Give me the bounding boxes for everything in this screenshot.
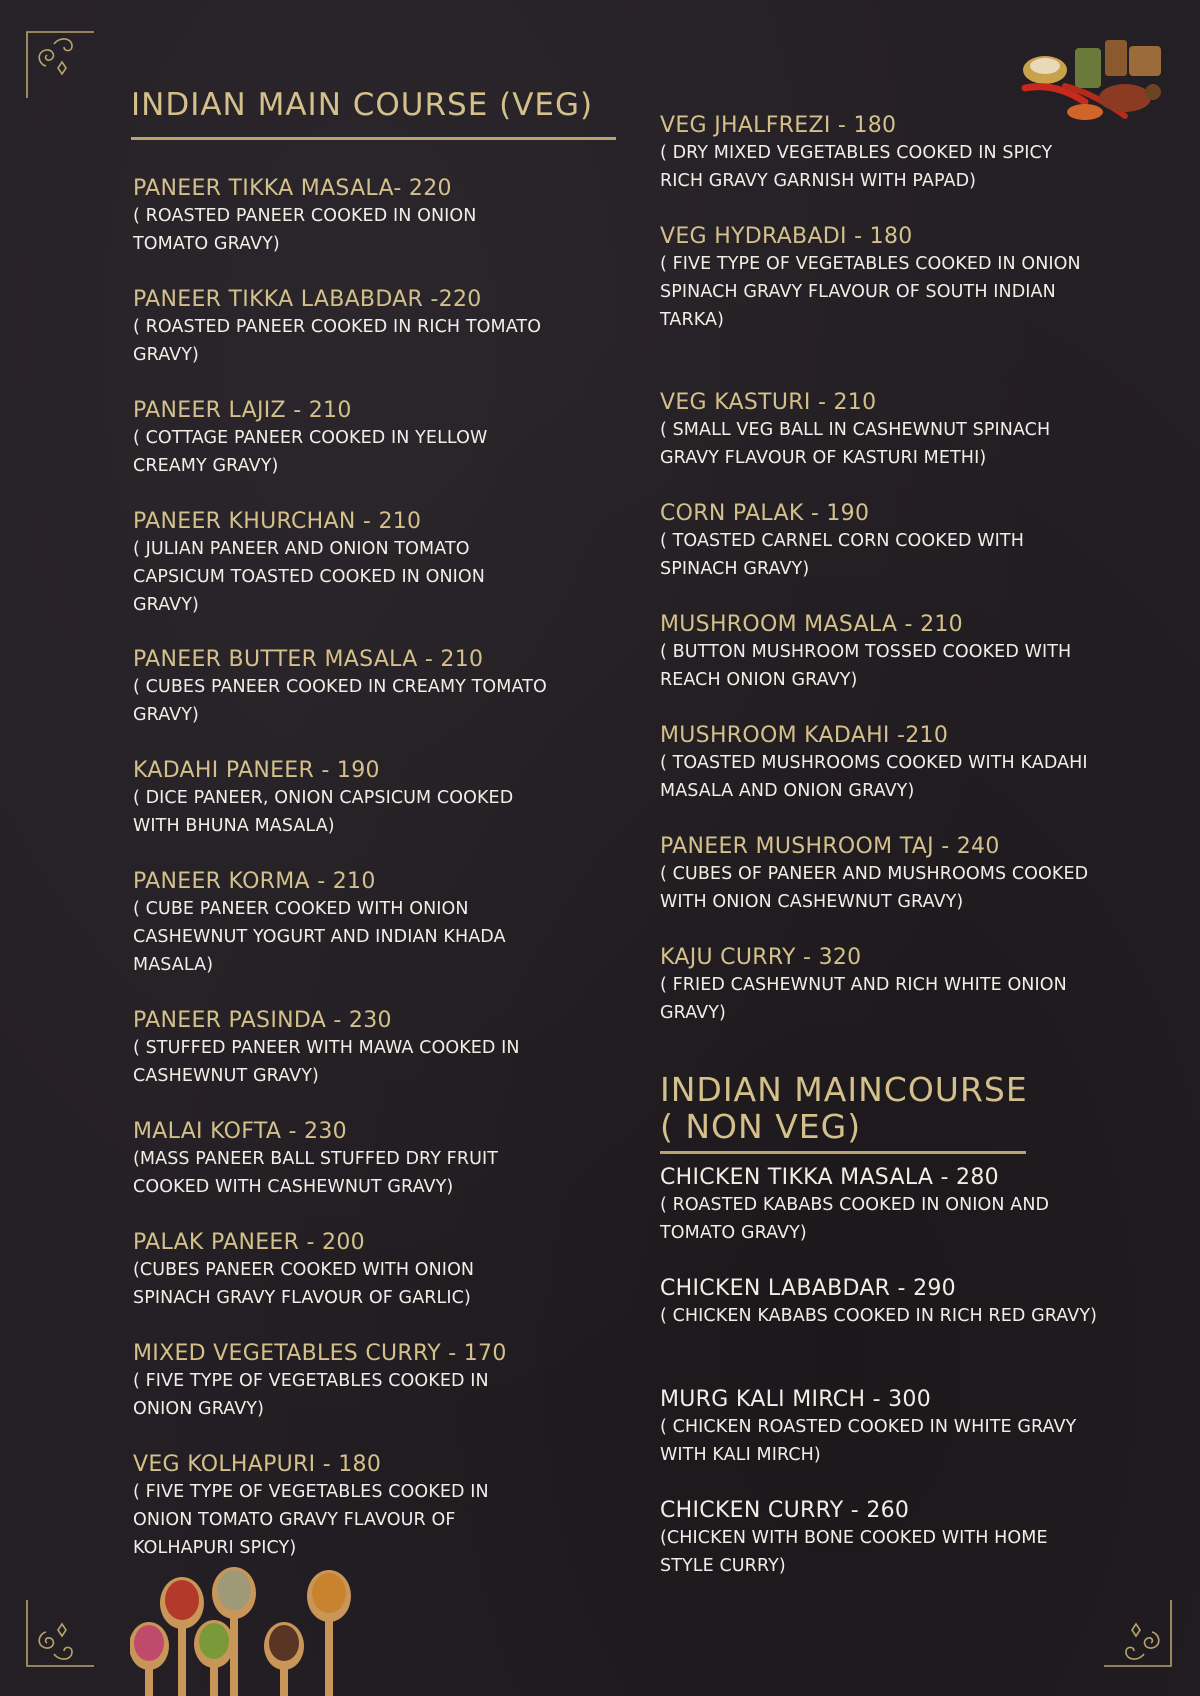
menu-item-description: ( FRIED CASHEWNUT AND RICH WHITE ONION GRAVY): [660, 975, 1067, 1023]
corner-ornament-bottom-right-icon: [1104, 1600, 1174, 1670]
menu-item-description: ( FIVE TYPE OF VEGETABLES COOKED IN ONION SPINACH GRAVY FLAVOUR OF SOUTH INDIAN TARKA): [660, 254, 1081, 330]
menu-item-name: MUSHROOM MASALA - 210: [660, 612, 963, 637]
menu-item-description: (MASS PANEER BALL STUFFED DRY FRUIT COOKED WITH CASHEWNUT GRAVY): [133, 1149, 499, 1197]
menu-item-name: MIXED VEGETABLES CURRY - 170: [133, 1341, 507, 1366]
corner-ornament-bottom-left-icon: [24, 1600, 94, 1670]
nonveg-title-line1: INDIAN MAINCOURSE: [660, 1070, 1028, 1109]
menu-item-description: ( SMALL VEG BALL IN CASHEWNUT SPINACH GRAVY FLAVOUR OF KASTURI METHI): [660, 420, 1051, 468]
menu-item: [660, 944, 1100, 1027]
menu-item: [660, 611, 1100, 694]
menu-item-name: KAJU CURRY - 320: [660, 945, 862, 970]
menu-item-description: ( STUFFED PANEER WITH MAWA COOKED IN CASHEWNUT GRAVY): [133, 1038, 520, 1086]
menu-item: [660, 1275, 1100, 1330]
menu-item-name: PALAK PANEER - 200: [133, 1230, 365, 1255]
veg-section-title: INDIAN MAIN COURSE (VEG): [131, 87, 594, 123]
menu-item: [660, 1164, 1100, 1247]
menu-item: [660, 1386, 1100, 1469]
nonveg-title-underline: [660, 1151, 1026, 1154]
menu-item-name: PANEER TIKKA LABABDAR -220: [133, 287, 482, 312]
menu-item: [133, 175, 553, 258]
menu-item: [660, 223, 1100, 334]
menu-item: [133, 1340, 553, 1423]
menu-item-name: CHICKEN LABABDAR - 290: [660, 1276, 956, 1301]
menu-item: [133, 1007, 553, 1090]
menu-item-name: PANEER KORMA - 210: [133, 869, 376, 894]
menu-item-description: ( JULIAN PANEER AND ONION TOMATO CAPSICUM TOASTED COOKED IN ONION GRAVY): [133, 539, 485, 615]
menu-item: [660, 722, 1100, 805]
menu-item-description: ( FIVE TYPE OF VEGETABLES COOKED IN ONION TOMATO GRAVY FLAVOUR OF KOLHAPURI SPICY): [133, 1482, 489, 1558]
menu-item-name: CORN PALAK - 190: [660, 501, 870, 526]
menu-item-description: ( TOASTED CARNEL CORN COOKED WITH SPINACH GRAVY): [660, 531, 1024, 579]
menu-item-description: ( ROASTED PANEER COOKED IN RICH TOMATO GRAVY): [133, 317, 542, 365]
menu-item: [133, 286, 553, 369]
menu-item-description: ( CHICKEN KABABS COOKED IN RICH RED GRAVY): [660, 1306, 1098, 1326]
menu-item: [133, 397, 553, 480]
menu-item-name: MUSHROOM KADAHI -210: [660, 723, 949, 748]
menu-item-name: VEG HYDRABADI - 180: [660, 224, 913, 249]
menu-item-name: MURG KALI MIRCH - 300: [660, 1387, 932, 1412]
menu-item-description: (CUBES PANEER COOKED WITH ONION SPINACH GRAVY FLAVOUR OF GARLIC): [133, 1260, 475, 1308]
menu-item-description: ( BUTTON MUSHROOM TOSSED COOKED WITH REACH ONION GRAVY): [660, 642, 1072, 690]
menu-item-name: PANEER BUTTER MASALA - 210: [133, 647, 484, 672]
menu-item-name: PANEER KHURCHAN - 210: [133, 509, 422, 534]
menu-item: [660, 112, 1100, 195]
menu-item-description: ( CHICKEN ROASTED COOKED IN WHITE GRAVY WITH KALI MIRCH): [660, 1417, 1077, 1465]
menu-item: [133, 757, 553, 840]
menu-item-name: PANEER MUSHROOM TAJ - 240: [660, 834, 1000, 859]
menu-item-name: PANEER TIKKA MASALA- 220: [133, 176, 452, 201]
menu-item-description: ( CUBES PANEER COOKED IN CREAMY TOMATO GRAVY): [133, 677, 547, 725]
menu-item-name: VEG KASTURI - 210: [660, 390, 877, 415]
menu-item: [660, 389, 1100, 472]
menu-item: [660, 833, 1100, 916]
menu-item-name: PANEER PASINDA - 230: [133, 1008, 392, 1033]
menu-item-description: ( DICE PANEER, ONION CAPSICUM COOKED WITH BHUNA MASALA): [133, 788, 514, 836]
menu-item: [660, 1497, 1100, 1580]
menu-item-description: ( TOASTED MUSHROOMS COOKED WITH KADAHI MASALA AND ONION GRAVY): [660, 753, 1088, 801]
menu-item: [133, 1451, 553, 1562]
menu-item: [133, 508, 553, 619]
menu-item: [133, 1118, 553, 1201]
menu-item: [133, 646, 553, 729]
spoons-image: [130, 1558, 380, 1696]
menu-item: [133, 868, 553, 979]
menu-item-description: (CHICKEN WITH BONE COOKED WITH HOME STYLE CURRY): [660, 1528, 1048, 1576]
menu-item-name: CHICKEN CURRY - 260: [660, 1498, 910, 1523]
menu-item-description: ( CUBES OF PANEER AND MUSHROOMS COOKED WITH ONION CASHEWNUT GRAVY): [660, 864, 1089, 912]
menu-item-description: ( ROASTED PANEER COOKED IN ONION TOMATO GRAVY): [133, 206, 477, 254]
nonveg-title-line2: ( NON VEG): [660, 1106, 862, 1146]
menu-item-description: ( COTTAGE PANEER COOKED IN YELLOW CREAMY GRAVY): [133, 428, 488, 476]
menu-item-name: VEG KOLHAPURI - 180: [133, 1452, 382, 1477]
menu-item: [660, 500, 1100, 583]
corner-ornament-top-left-icon: [24, 28, 94, 98]
menu-item-name: PANEER LAJIZ - 210: [133, 398, 352, 423]
menu-item-name: MALAI KOFTA - 230: [133, 1119, 347, 1144]
nonveg-section-title: [660, 1072, 1028, 1146]
menu-item-description: ( ROASTED KABABS COOKED IN ONION AND TOMATO GRAVY): [660, 1195, 1050, 1243]
menu-item-description: ( DRY MIXED VEGETABLES COOKED IN SPICY RICH GRAVY GARNISH WITH PAPAD): [660, 143, 1053, 191]
menu-item-name: KADAHI PANEER - 190: [133, 758, 380, 783]
menu-item-description: ( CUBE PANEER COOKED WITH ONION CASHEWNUT YOGURT AND INDIAN KHADA MASALA): [133, 899, 506, 975]
veg-title-underline: [131, 137, 616, 140]
menu-item-description: ( FIVE TYPE OF VEGETABLES COOKED IN ONION GRAVY): [133, 1371, 489, 1419]
menu-item-name: CHICKEN TIKKA MASALA - 280: [660, 1165, 999, 1190]
menu-item: [133, 1229, 553, 1312]
menu-item-name: VEG JHALFREZI - 180: [660, 113, 897, 138]
